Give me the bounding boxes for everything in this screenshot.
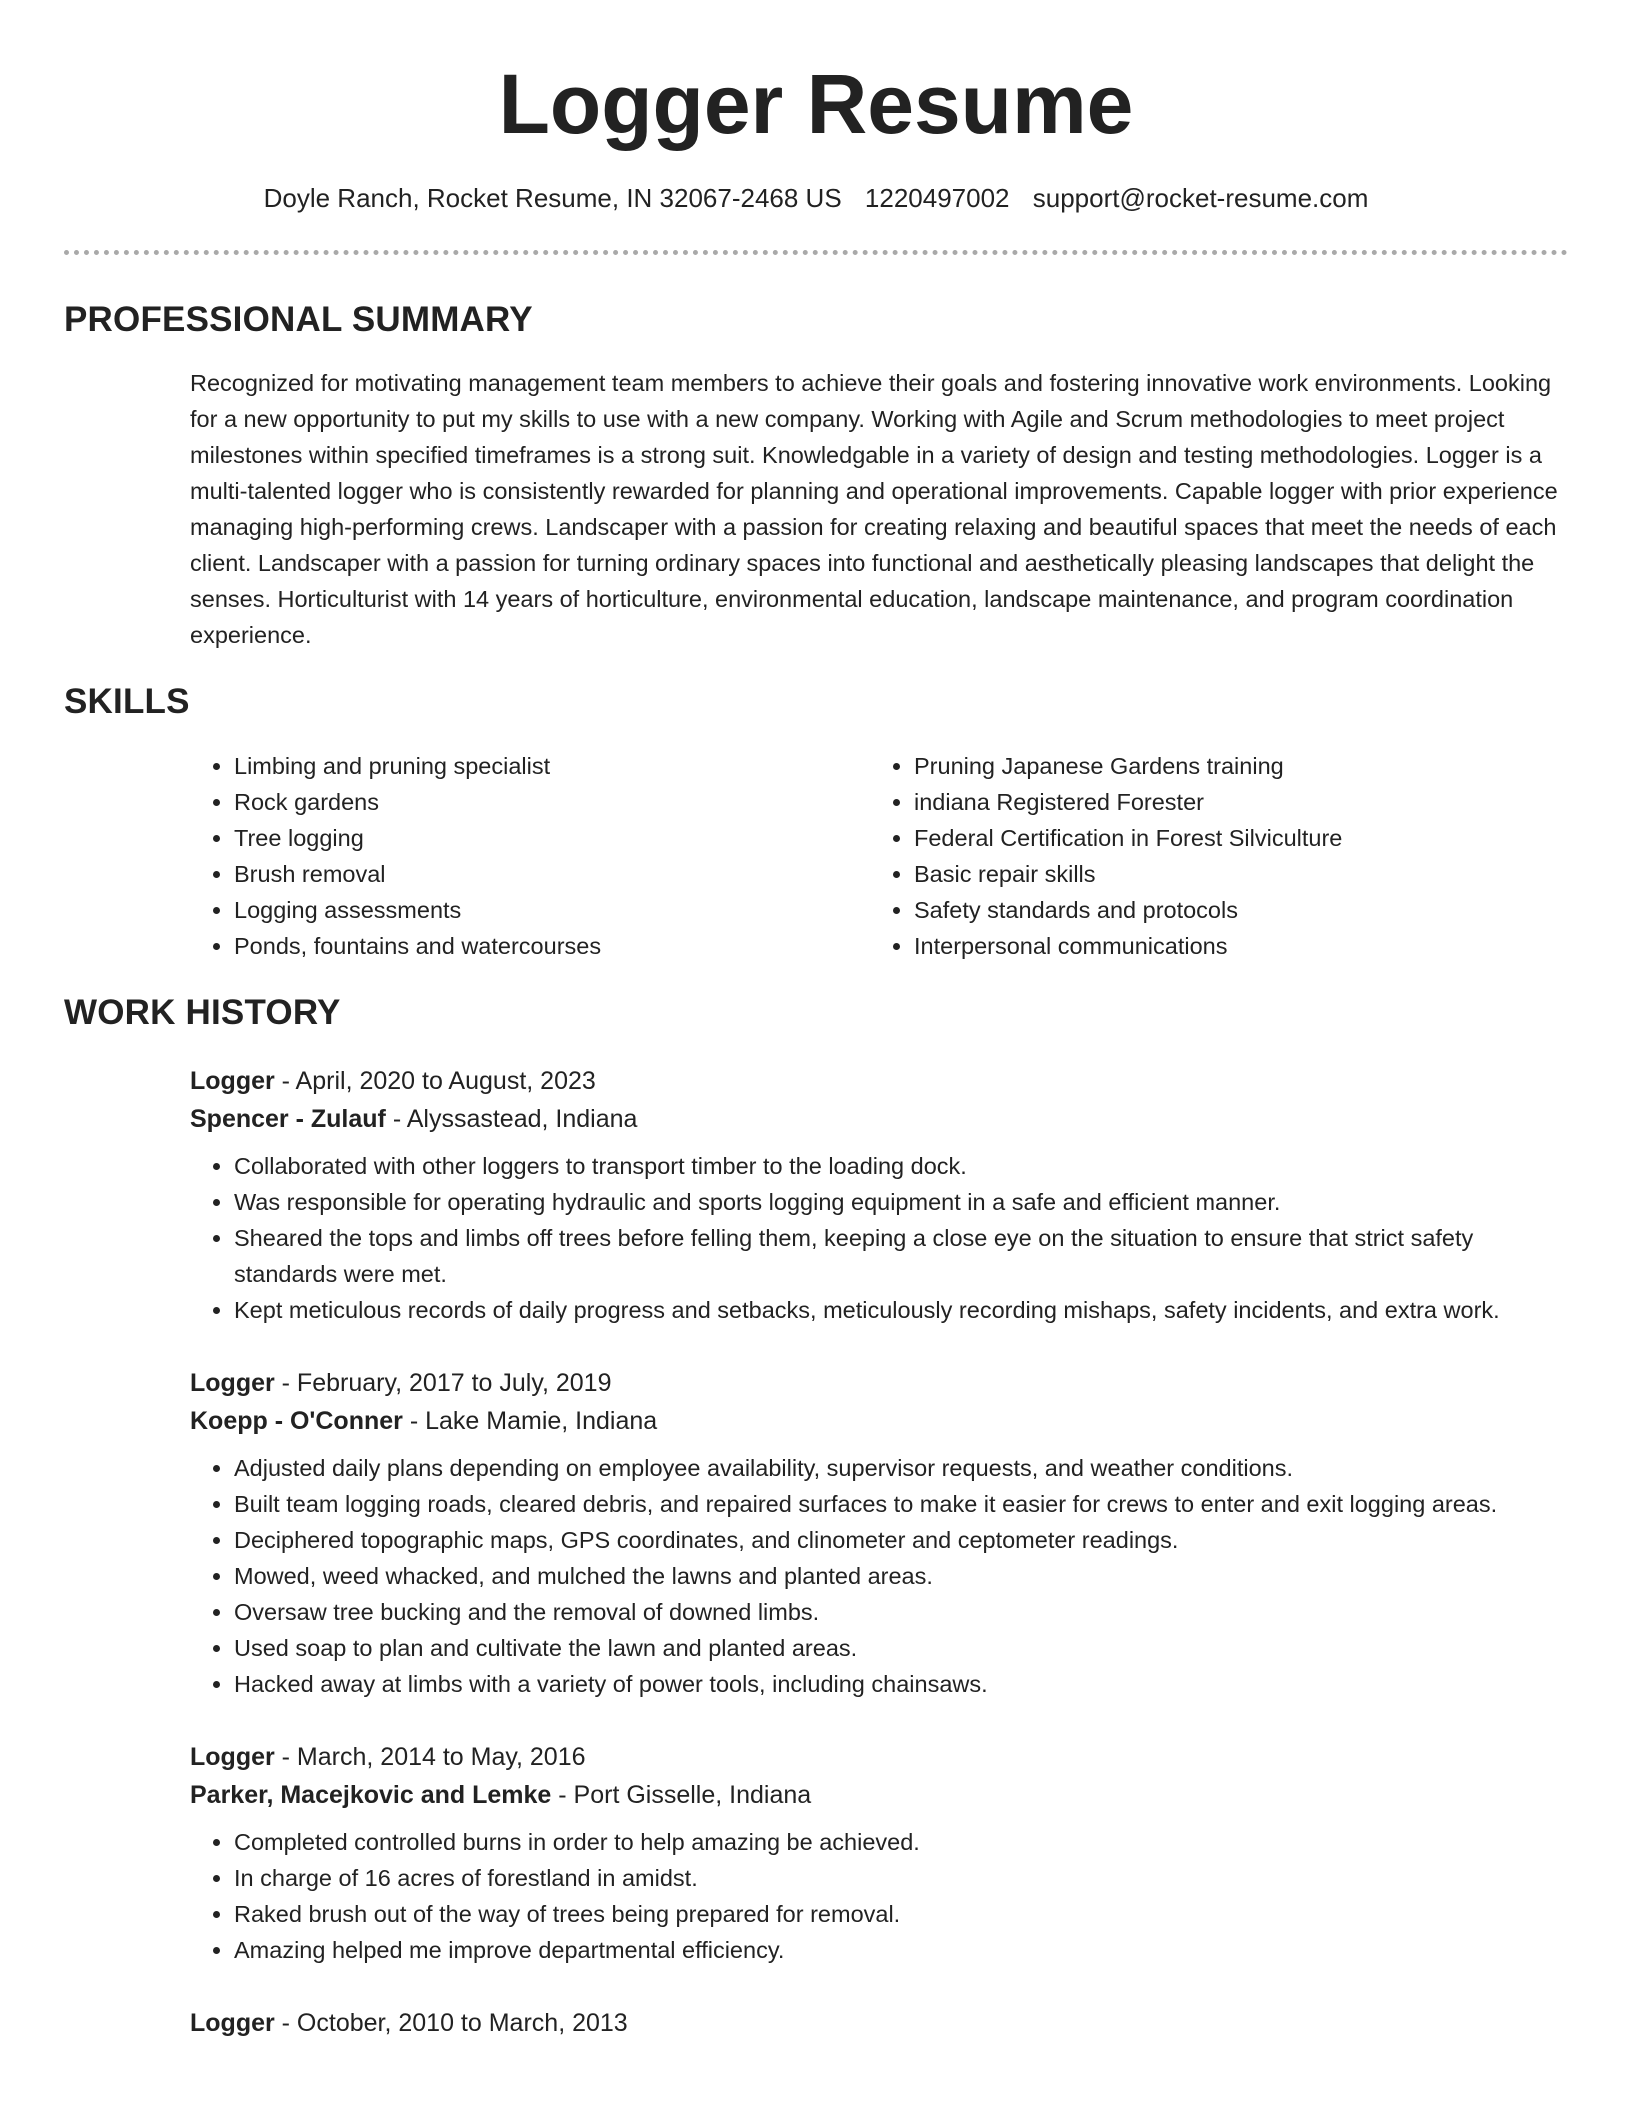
job-bullets (190, 1824, 1570, 1968)
job-bullets (190, 1148, 1570, 1328)
job-dates: - April, 2020 to August, 2023 (274, 1067, 596, 1095)
job-bullet: • Adjusted daily plans depending on employee availability, supervisor requests, and weather conditions. (234, 1450, 1570, 1486)
resume-title: Logger Resume (498, 57, 1134, 151)
job-dates: - February, 2017 to July, 2019 (274, 1369, 612, 1397)
job-bullet: • Built team logging roads, cleared debris, and repaired surfaces to make it easier for crews to enter and exit logging areas. (234, 1486, 1570, 1522)
skill-item: • Brush removal (234, 856, 601, 892)
work-history-list (190, 1062, 1570, 2078)
skill-item: • Limbing and pruning specialist (234, 748, 601, 784)
job-bullet: • Hacked away at limbs with a variety of power tools, including chainsaws. (234, 1666, 1570, 1702)
skill-item: • Safety standards and protocols (914, 892, 1342, 928)
job-entry (190, 1738, 1570, 1968)
job-location: - Alyssastead, Indiana (385, 1105, 638, 1133)
skills-column-right (870, 748, 1342, 964)
job-bullet: • Deciphered topographic maps, GPS coordinates, and clinometer and ceptometer readings. (234, 1522, 1570, 1558)
header-divider (64, 250, 1568, 255)
job-title: Logger (190, 1743, 275, 1771)
job-company: Koepp - O'Conner (190, 1407, 403, 1435)
job-title-line (190, 2004, 1570, 2042)
job-bullet: • Raked brush out of the way of trees being prepared for removal. (234, 1896, 1570, 1932)
job-title-line (190, 1364, 1570, 1402)
contact-line (0, 180, 1632, 216)
contact-phone: 1220497002 (864, 183, 1010, 213)
skill-item: • Rock gardens (234, 784, 601, 820)
skills-column-left (190, 748, 601, 964)
job-company-line (190, 1776, 1570, 1814)
skill-item: • Interpersonal communications (914, 928, 1342, 964)
job-entry (190, 1062, 1570, 1328)
job-title: Logger (190, 1369, 275, 1397)
skills-heading: SKILLS (64, 682, 190, 721)
job-entry (190, 2004, 1570, 2042)
job-bullet: • Completed controlled burns in order to help amazing be achieved. (234, 1824, 1570, 1860)
summary-text: Recognized for motivating management team members to achieve their goals and fostering innovative work environments. Looking for a new opportunity to put my skills to use with a new company. Working with Agile and Scrum methodologies to meet project milestones within specified timeframes is a strong suit. Knowledgable in a variety of design and testing methodologies. Logger is a multi-talented logger who is consistently rewarded for planning and operational improvements. Capable logger with prior experience managing high-performing crews. Landscaper with a passion for creating relaxing and beautiful spaces that meet the needs of each client. Landscaper with a passion for turning ordinary spaces into functional and aesthetically pleasing landscapes that delight the senses. Horticulturist with 14 years of horticulture, environmental education, landscape maintenance, and program coordination experience. (190, 370, 1558, 648)
skill-item: • Ponds, fountains and watercourses (234, 928, 601, 964)
job-bullet: • Mowed, weed whacked, and mulched the lawns and planted areas. (234, 1558, 1570, 1594)
job-company: Spencer - Zulauf (190, 1105, 386, 1133)
job-bullet: • In charge of 16 acres of forestland in amidst. (234, 1860, 1570, 1896)
job-bullet: • Oversaw tree bucking and the removal of downed limbs. (234, 1594, 1570, 1630)
skill-item: • Basic repair skills (914, 856, 1342, 892)
job-entry (190, 1364, 1570, 1702)
job-dates: - October, 2010 to March, 2013 (274, 2009, 628, 2037)
job-location: - Lake Mamie, Indiana (402, 1407, 658, 1435)
job-title-line (190, 1062, 1570, 1100)
job-company-line (190, 1100, 1570, 1138)
job-title: Logger (190, 2009, 275, 2037)
skill-item: • indiana Registered Forester (914, 784, 1342, 820)
job-bullet: • Kept meticulous records of daily progress and setbacks, meticulously recording mishaps, safety incidents, and extra work. (234, 1292, 1570, 1328)
job-bullet: • Used soap to plan and cultivate the lawn and planted areas. (234, 1630, 1570, 1666)
skill-item: • Logging assessments (234, 892, 601, 928)
job-bullet: • Was responsible for operating hydraulic and sports logging equipment in a safe and efficient manner. (234, 1184, 1570, 1220)
job-dates: - March, 2014 to May, 2016 (274, 1743, 586, 1771)
contact-address: Doyle Ranch, Rocket Resume, IN 32067-2468 US (263, 183, 842, 213)
job-title: Logger (190, 1067, 275, 1095)
job-location: - Port Gisselle, Indiana (551, 1781, 812, 1809)
job-bullet: • Sheared the tops and limbs off trees before felling them, keeping a close eye on the situation to ensure that strict safety standards were met. (234, 1220, 1570, 1292)
job-title-line (190, 1738, 1570, 1776)
skill-item: • Pruning Japanese Gardens training (914, 748, 1342, 784)
summary-heading: PROFESSIONAL SUMMARY (64, 300, 533, 339)
contact-email[interactable]: support@rocket-resume.com (1032, 183, 1369, 213)
job-bullet: • Amazing helped me improve departmental efficiency. (234, 1932, 1570, 1968)
job-company-line (190, 1402, 1570, 1440)
job-bullets (190, 1450, 1570, 1702)
work-history-heading: WORK HISTORY (64, 993, 341, 1032)
job-bullet: • Collaborated with other loggers to transport timber to the loading dock. (234, 1148, 1570, 1184)
skill-item: • Tree logging (234, 820, 601, 856)
skill-item: • Federal Certification in Forest Silviculture (914, 820, 1342, 856)
job-company: Parker, Macejkovic and Lemke (190, 1781, 552, 1809)
